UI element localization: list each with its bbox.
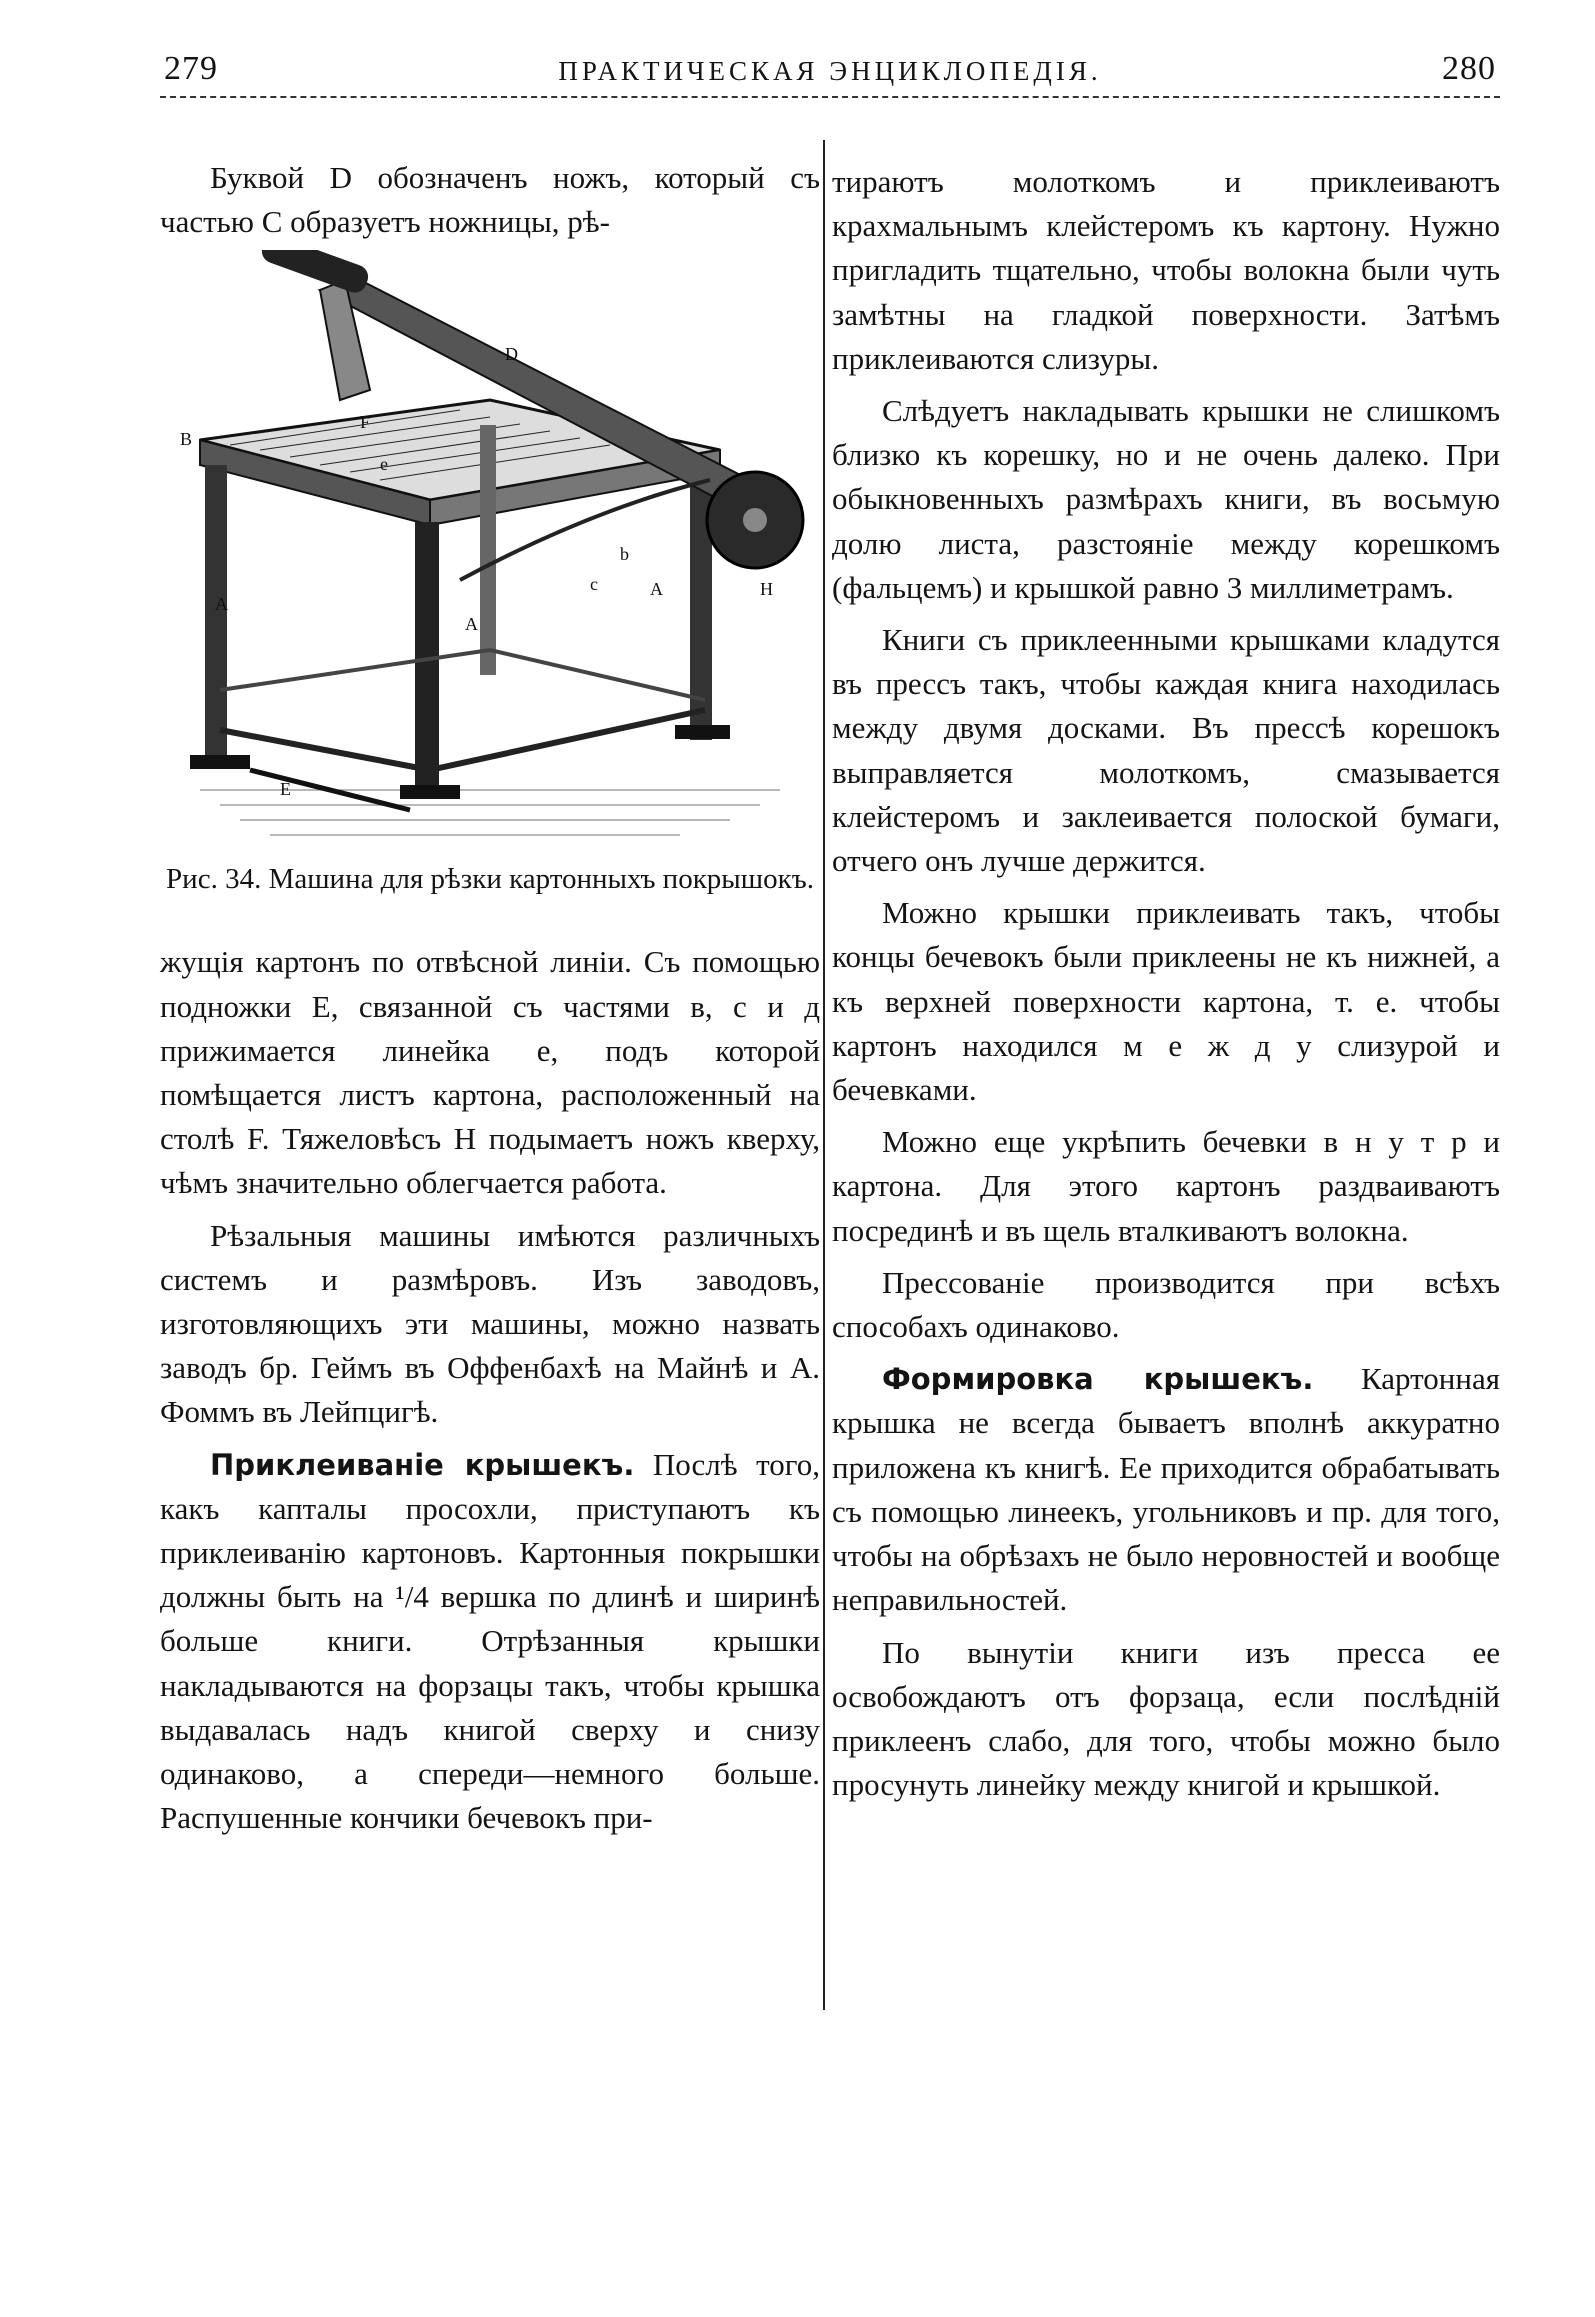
section-forming (832, 1357, 1500, 1622)
svg-text:D: D (505, 344, 518, 365)
right-paragraph-3: Книги съ приклеенными крышками кладутся въ прессъ такъ, чтобы каждая книга находилась между двумя досками. Въ прессѣ корешокъ выправляется молоткомъ, смазывается клейстеромъ и заклеивается полоской бумаги, отчего онъ лучше держится. (832, 622, 1500, 879)
section-heading-gluing: Приклеиваніе крышекъ. (210, 1447, 635, 1482)
svg-text:B: B (180, 429, 193, 450)
svg-text:E: E (280, 779, 291, 800)
right-paragraph-8: По вынутіи книги изъ пресса ее освобождаютъ отъ форзаца, если послѣдній приклеенъ слабо, для того, чтобы можно было просунуть линейку между книгой и крышкой. (832, 1634, 1500, 1803)
svg-text:b: b (620, 544, 629, 565)
header-rule (160, 96, 1500, 98)
svg-text:e: e (380, 454, 388, 475)
svg-text:A: A (650, 579, 663, 600)
svg-text:F: F (360, 412, 371, 433)
continuation-paragraph: жущія картонъ по отвѣсной линіи. Съ помощью подножки E, связанной съ частями в, с и д прижимается линейка е, подъ которой помѣщается листъ картона, расположенный на столѣ F. Тяжеловѣсъ H подымаетъ ножъ кверху, чѣмъ значительно облегчается работа. (160, 944, 820, 1201)
cutting-machine-figure (160, 250, 820, 940)
figure-caption: Рис. 34. Машина для рѣзки картонныхъ покрышокъ. (166, 863, 814, 896)
page-number-left: 279 (164, 50, 218, 87)
machines-paragraph: Рѣзальныя машины имѣются различныхъ системъ и размѣровъ. Изъ заводовъ, изготовляющихъ эти машины, можно назвать заводъ бр. Геймъ въ Оффенбахѣ на Майнѣ и А. Фоммъ въ Лейпцигѣ. (160, 1217, 820, 1430)
intro-paragraph: Буквой D обозначенъ ножъ, который съ частью C образуетъ ножницы, рѣ- (160, 160, 820, 240)
column-divider (823, 140, 825, 2010)
section-gluing (160, 1443, 820, 1841)
right-paragraph-2: Слѣдуетъ накладывать крышки не слишкомъ близко къ корешку, но и не очень далеко. При обыкновенныхъ размѣрахъ книги, въ восьмую долю листа, разстояніе между корешкомъ (фальцемъ) и крышкой равно 3 миллиметрамъ. (832, 393, 1500, 605)
right-paragraph-5: Можно еще укрѣпить бечевки в н у т р и картона. Для этого картонъ раздваиваютъ посрединѣ и въ щель вталкиваютъ волокна. (832, 1124, 1500, 1248)
right-column (832, 160, 1500, 1807)
cutting-machine-illustration (160, 250, 820, 860)
left-column (160, 156, 820, 1840)
right-paragraph-6: Прессованіе производится при всѣхъ способахъ одинаково. (832, 1264, 1500, 1345)
section-gluing-text: Послѣ того, какъ каптал​ы просохли, приступаютъ къ приклеиванію картоновъ. Картонныя покрышки должны быть на ¹/4 вершка по длинѣ и ширинѣ больше книги. Отрѣзанныя крышки накладываются на форзацы такъ, чтобы крышка выдавалась надъ книгой сверху и снизу одинаково, а спереди—немного больше. Распушенные кончики бечевокъ при- (160, 1446, 820, 1836)
svg-text:H: H (760, 579, 773, 600)
svg-text:c: c (590, 574, 598, 595)
right-paragraph-4: Можно крышки приклеивать такъ, чтобы концы бечевокъ были приклеены не къ нижней, а къ верхней поверхности картона, т. е. чтобы картонъ находился м е ж д у слизурой и бечевками. (832, 895, 1500, 1108)
running-title: ПРАКТИЧЕСКАЯ ЭНЦИКЛОПЕДІЯ. (558, 56, 1102, 86)
svg-text:A: A (465, 614, 478, 635)
svg-text:A: A (215, 594, 228, 615)
page-number-right: 280 (1442, 50, 1496, 87)
right-paragraph-1: тираютъ молоткомъ и приклеиваютъ крахмальнымъ клейстеромъ къ картону. Нужно пригладить тщательно, чтобы волокна были чуть замѣтны на гладкой поверхности. Затѣмъ приклеиваются слизуры. (832, 164, 1500, 376)
section-forming-text: Картонная крышка не всегда бываетъ вполнѣ аккуратно приложена къ книгѣ. Ее приходится обрабатывать съ помощью линеекъ, угольниковъ и пр. для того, чтобы на обрѣзахъ не было неровностей и вообще неправильностей. (832, 1361, 1500, 1618)
page-header (160, 42, 1500, 90)
section-heading-forming: Формировка крышекъ. (882, 1362, 1314, 1397)
